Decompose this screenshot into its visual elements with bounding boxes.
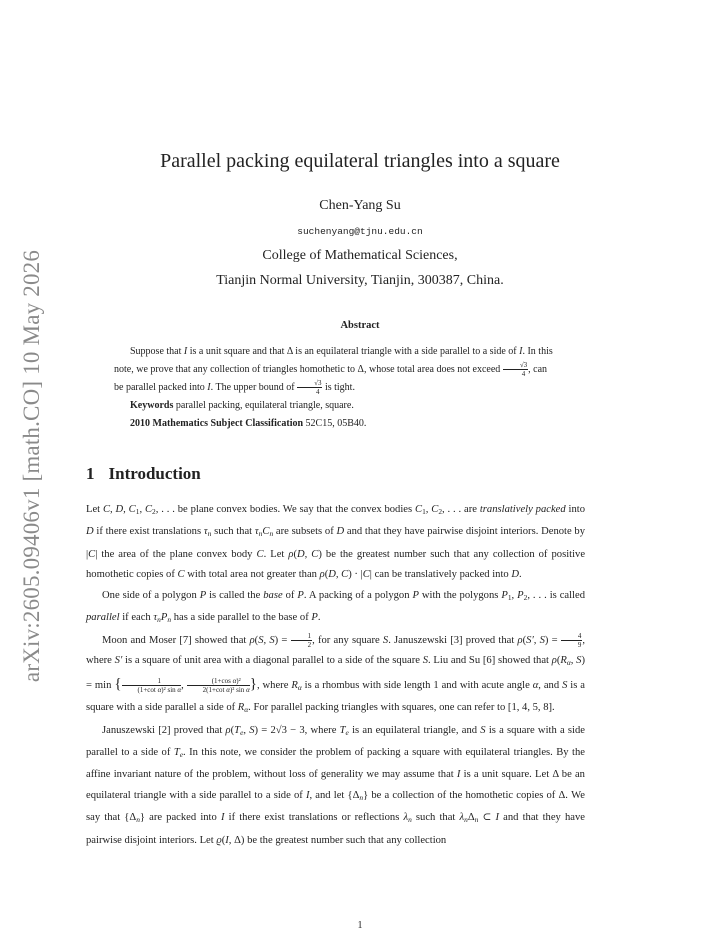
intro-paragraph-2: One side of a polygon P is called the base of P. A packing of a polygon P with the polygons $P_1$, $P_2$, . . . is called parallel if each $\tau_nP_n$ has a side parallel to the base of P. bbox=[86, 589, 585, 625]
abstract-body bbox=[114, 343, 556, 433]
keywords-text: parallel packing, equilateral triangle, square. bbox=[173, 400, 354, 411]
intro-paragraph-4: Januszewski [2] proved that $\rho(T_e$, S) = 2√3 − 3, where $T_e$ is an equilateral triangle, and S is a square with a side parallel to a side of $T_e$. In this note, we consider the problem of packing a square with equilateral triangles. By the affine invariant nature of the problem, without loss of generality we may assume that I is a unit square. Let Δ be an equilateral triangle with a side parallel to a side of I, and let $\{\Delta_n\}$ be a collection of the homothetic copies of Δ. We say that $\{\Delta_n\}$ are packed into I if there exist translations or reflections $\lambda_n$ such that $\lambda_n\Delta_n$ ⊂ I and that they have pairwise disjoint interiors. Let ϱ(I, Δ) be the greatest number such that any collection bbox=[86, 724, 585, 846]
msc-text: 52C15, 05B40. bbox=[303, 418, 367, 429]
keywords-line bbox=[114, 397, 556, 415]
page-number: 1 bbox=[357, 920, 363, 931]
author-name: Chen-Yang Su bbox=[319, 198, 401, 213]
msc-line bbox=[114, 415, 556, 433]
arxiv-identifier: arXiv:2605.09406v1 [math.CO] 10 May 2026 bbox=[19, 249, 44, 683]
abstract-paragraph: Suppose that I is a unit square and that Δ is an equilateral triangle with a side parallel to a side of I. In this note, we prove that any collection of triangles homothetic to Δ, whose total area does not exceed $\frac{√3}{4}$ , can be parallel packed into I. The upper bound of $\frac{√3}{4}$ is tight. bbox=[114, 346, 553, 397]
arxiv-sidebar bbox=[0, 0, 64, 932]
keywords-label: Keywords bbox=[130, 400, 174, 411]
introduction-body bbox=[86, 500, 585, 851]
section-heading bbox=[86, 464, 201, 484]
abstract-heading: Abstract bbox=[340, 320, 380, 331]
section-title: Introduction bbox=[108, 464, 201, 483]
author-email: suchenyang@tjnu.edu.cn bbox=[297, 226, 423, 237]
section-number: 1 bbox=[86, 464, 95, 483]
affiliation-line-2: Tianjin Normal University, Tianjin, 300387, China. bbox=[216, 273, 504, 288]
intro-paragraph-1: Let C, D, $C_1$, $C_2$, . . . be plane convex bodies. We say that the convex bodies $C_1$, $C_2$, . . . are translatively packed into D if there exist translations $\tau_n$ such that $\tau_nC_n$ are subsets of D and that they have pairwise disjoint interiors. Denote by |C| the area of the plane convex body C. Let ρ(D, C) be the greatest number such that any collection of positive homothetic copies of C with total area not greater than ρ(D, C) · |C| can be translatively packed into D. bbox=[86, 504, 586, 581]
msc-label: 2010 Mathematics Subject Classification bbox=[130, 418, 304, 429]
paper-title: Parallel packing equilateral triangles into a square bbox=[160, 150, 560, 172]
intro-paragraph-3: Moon and Moser [7] showed that ρ(S, S) = $\frac{1}{2}$ , for any square S. Januszewski [3] proved that ρ(S′, S) = $\frac{4}{9}$ , where S′ is a square of unit area with a diagonal parallel to a side of the square S. Liu and Su [6] showed that $\rho(R_\alpha$, S) = min { $\frac{1}{\text{(1+cot α)² sin α}}$ , $\frac{\text{(1+cos α)²}}{\text{2(1+cot α)² sin α}}$ }, where $R_\alpha$ is a rhombus with side length 1 and with acute angle α, and S is a square with a side parallel a side of $R_\alpha$. For parallel packing triangles with squares, one can refer to [1, 4, 5, 8]. bbox=[86, 631, 586, 715]
affiliation-line-1: College of Mathematical Sciences, bbox=[262, 248, 458, 263]
